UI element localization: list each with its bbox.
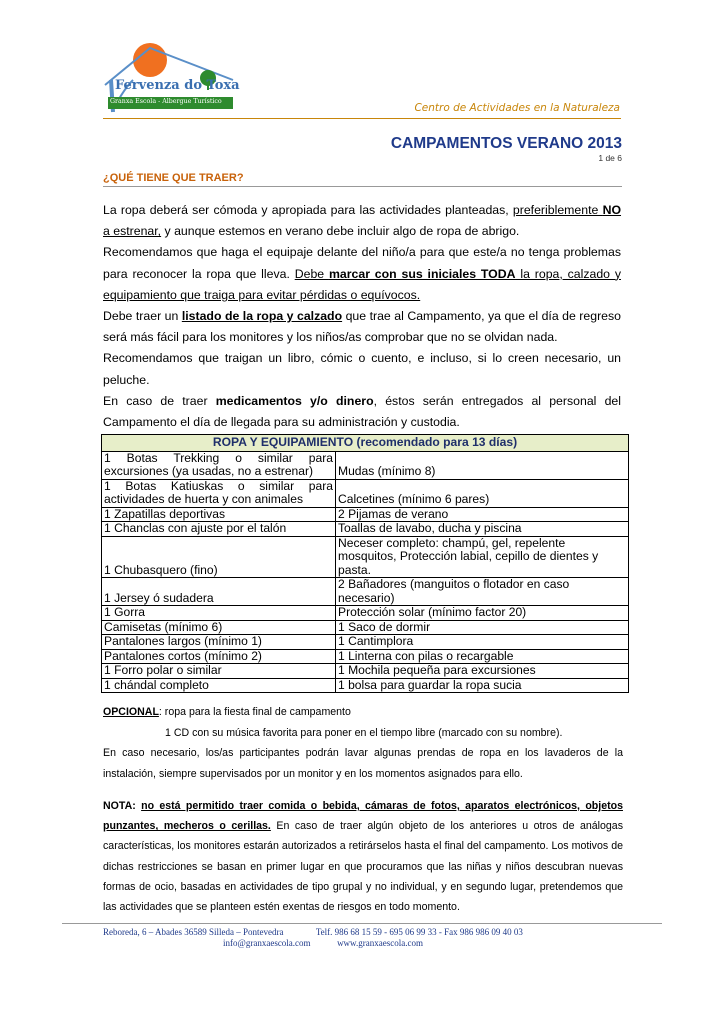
table-row <box>102 451 629 479</box>
page-number: 1 de 6 <box>598 153 622 163</box>
table-cell-left: 1 Forro polar o similar <box>102 664 336 679</box>
paragraph: Recomendamos que haga el equipaje delante del niño/a para que este/a no tenga problemas para reconocer la ropa que lleva. Debe marcar con sus iniciales TODA la ropa, calzado y equipamiento que traiga para evitar pérdidas o equívocos. <box>103 245 621 302</box>
equipment-table <box>101 434 629 693</box>
section-title: ¿QUÉ TIENE QUE TRAER? <box>103 172 244 184</box>
footer-address: Reboreda, 6 – Abades 36589 Silleda – Pontevedra <box>103 927 284 937</box>
section-divider <box>103 186 622 187</box>
footer-web[interactable]: www.granxaescola.com <box>337 938 423 948</box>
table-cell-right: 2 Pijamas de verano <box>336 507 629 522</box>
header-divider <box>103 118 621 119</box>
logo <box>103 40 238 115</box>
optional-label: OPCIONAL <box>103 706 159 718</box>
table-row <box>102 479 629 507</box>
table-cell-right: 2 Bañadores (manguitos o flotador en caso necesario) <box>336 578 629 606</box>
logo-subtitle: Granxa Escola - Albergue Turístico <box>110 98 222 105</box>
logo-name: Fervenza do Toxa <box>115 78 240 93</box>
table-cell-left: 1 Chubasquero (fino) <box>102 536 336 578</box>
table-row <box>102 536 629 578</box>
paragraph: En caso de traer medicamentos y/o dinero, éstos serán entregados al personal del Campamento el día de llegada para su administración y custodia. <box>103 393 621 430</box>
note-label: NOTA: <box>103 800 136 812</box>
table-row <box>102 606 629 621</box>
table-cell-left: 1 Chanclas con ajuste por el talón <box>102 522 336 537</box>
table-cell-left: 1 Botas Trekking o similar para excursiones (ya usadas, no a estrenar) <box>102 451 336 479</box>
paragraph: Debe traer un listado de la ropa y calzado que trae al Campamento, ya que el día de regreso será más fácil para los monitores y los niños/as comprobar que no se olvidan nada. <box>103 309 622 345</box>
table-cell-right: 1 bolsa para guardar la ropa sucia <box>336 678 629 693</box>
table-cell-left: 1 chándal completo <box>102 678 336 693</box>
table-cell-right: Toallas de lavabo, ducha y piscina <box>336 522 629 537</box>
table-cell-left: Camisetas (mínimo 6) <box>102 620 336 635</box>
table-row <box>102 635 629 650</box>
table-cell-right: 1 Linterna con pilas o recargable <box>336 649 629 664</box>
table-row <box>102 507 629 522</box>
table-row <box>102 649 629 664</box>
table-cell-right: 1 Mochila pequeña para excursiones <box>336 664 629 679</box>
footer-phones: Telf. 986 68 15 59 - 695 06 99 33 - Fax 986 986 09 40 03 <box>315 927 523 937</box>
body-text <box>103 200 621 433</box>
table-cell-right: Calcetines (mínimo 6 pares) <box>336 479 629 507</box>
table-cell-left: 1 Jersey ó sudadera <box>102 578 336 606</box>
page-title: CAMPAMENTOS VERANO 2013 <box>390 135 622 152</box>
optional-section: OPCIONAL: ropa para la fiesta final de campamento 1 CD con su música favorita para poner en el tiempo libre (marcado con su nombre). En caso necesario, los/as participantes podrán lavar algunas prendas de ropa en los lavaderos de la instalación, siempre supervisados por un monitor y en los momentos asignados para ello. <box>103 706 623 780</box>
table-cell-right: 1 Saco de dormir <box>336 620 629 635</box>
table-cell-left: Pantalones largos (mínimo 1) <box>102 635 336 650</box>
table-row <box>102 620 629 635</box>
table-cell-right: Protección solar (mínimo factor 20) <box>336 606 629 621</box>
table-cell-left: 1 Botas Katiuskas o similar para actividades de huerta y con animales <box>102 479 336 507</box>
table-cell-right: Mudas (mínimo 8) <box>336 451 629 479</box>
table-row <box>102 678 629 693</box>
table-row <box>102 522 629 537</box>
table-header: ROPA Y EQUIPAMIENTO (recomendado para 13 días) <box>102 435 629 452</box>
table-cell-left: 1 Gorra <box>102 606 336 621</box>
table-row <box>102 578 629 606</box>
footer-divider <box>62 923 662 924</box>
footer-email[interactable]: info@granxaescola.com <box>223 938 311 948</box>
table-cell-left: 1 Zapatillas deportivas <box>102 507 336 522</box>
table-cell-right: 1 Cantimplora <box>336 635 629 650</box>
tagline: Centro de Actividades en la Naturaleza <box>414 102 620 114</box>
table-cell-left: Pantalones cortos (mínimo 2) <box>102 649 336 664</box>
table-cell-right: Neceser completo: champú, gel, repelente mosquitos, Protección labial, cepillo de dientes y pasta. <box>336 536 629 578</box>
note-section: NOTA: no está permitido traer comida o bebida, cámaras de fotos, aparatos electrónicos, objetos punzantes, mecheros o cerillas. En caso de traer algún objeto de los anteriores u otros de análogas características, los monitores estarán autorizados a retirárselos hasta el final del campamento. Los motivos de dichas restricciones se basan en primer lugar en que procuramos que las niñas y niños descubran nuevas formas de ocio, basadas en actividades de tipo grupal y no individual, y en segundo lugar, pretendemos que las actividades que se planteen estén exentas de riesgos en todo momento. <box>103 800 623 914</box>
paragraph: Recomendamos que traigan un libro, cómic o cuento, e incluso, si lo creen necesario, un peluche. <box>103 351 621 387</box>
footer <box>103 927 633 949</box>
table-row <box>102 664 629 679</box>
paragraph: La ropa deberá ser cómoda y apropiada para las actividades planteadas, preferiblemente NO a estrenar, y aunque estemos en verano debe incluir algo de ropa de abrigo. <box>103 203 622 239</box>
